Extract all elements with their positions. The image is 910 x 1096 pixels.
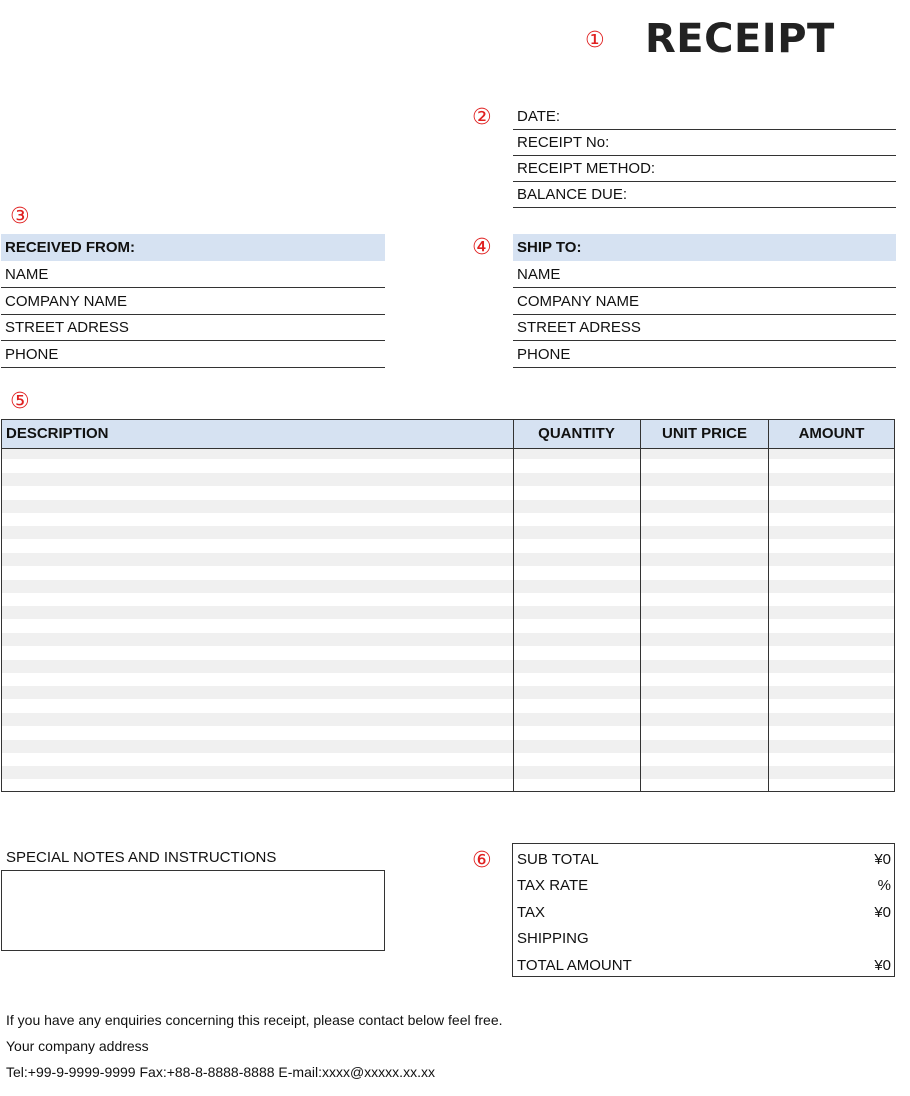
ship-to-street[interactable]: STREET ADRESS [513, 314, 896, 341]
receipt-no-field[interactable]: RECEIPT No: [513, 130, 896, 156]
tax-row [513, 900, 894, 926]
totals-box [512, 843, 895, 977]
tax-rate-row [513, 873, 894, 899]
table-row-stripe [2, 633, 894, 646]
received-from-heading: RECEIVED FROM: [1, 234, 385, 261]
table-row-stripe [2, 740, 894, 753]
column-divider [640, 420, 641, 791]
column-divider [513, 420, 514, 791]
table-row-stripe [2, 526, 894, 539]
table-row-stripe [2, 553, 894, 566]
receipt-method-field[interactable]: RECEIPT METHOD: [513, 156, 896, 182]
ship-to-phone[interactable]: PHONE [513, 341, 896, 368]
sub-total-value[interactable]: ¥0 [874, 851, 891, 868]
footer-enquiries: If you have any enquiries concerning this receipt, please contact below feel free. [6, 1012, 503, 1028]
column-header-quantity: QUANTITY [538, 425, 615, 442]
total-amount-row [513, 953, 894, 979]
tax-rate-value[interactable]: % [877, 877, 891, 895]
table-row-stripe [2, 660, 894, 673]
shipping-label: SHIPPING [517, 930, 589, 948]
total-amount-label: TOTAL AMOUNT [517, 956, 632, 974]
notes-label: SPECIAL NOTES AND INSTRUCTIONS [6, 849, 277, 866]
ship-to-name[interactable]: NAME [513, 261, 896, 288]
table-header [2, 420, 894, 449]
tax-value[interactable]: ¥0 [874, 903, 891, 921]
table-row-stripe [2, 580, 894, 593]
table-row-stripe [2, 686, 894, 699]
marker-3: ③ [10, 203, 30, 228]
received-from-phone[interactable]: PHONE [1, 341, 385, 368]
date-field[interactable]: DATE: [513, 104, 896, 130]
column-header-description: DESCRIPTION [6, 425, 109, 442]
footer-address: Your company address [6, 1038, 149, 1054]
table-row-stripe [2, 606, 894, 619]
marker-5: ⑤ [10, 388, 30, 413]
balance-due-field[interactable]: BALANCE DUE: [513, 182, 896, 208]
received-from-company[interactable]: COMPANY NAME [1, 288, 385, 315]
column-header-unit-price: UNIT PRICE [661, 425, 747, 442]
table-row-stripe [2, 473, 894, 486]
sub-total-row [513, 847, 894, 873]
shipping-row [513, 926, 894, 952]
total-amount-value[interactable]: ¥0 [874, 956, 891, 974]
marker-4: ④ [472, 234, 492, 259]
ship-to-heading: SHIP TO: [513, 234, 896, 261]
table-row-stripe [2, 713, 894, 726]
table-row-stripe [2, 766, 894, 779]
notes-textarea[interactable] [1, 870, 385, 951]
tax-rate-label: TAX RATE [517, 877, 589, 895]
marker-2: ② [472, 104, 492, 129]
column-divider [768, 420, 769, 791]
tax-label: TAX [517, 903, 546, 921]
received-from-street[interactable]: STREET ADRESS [1, 314, 385, 341]
marker-6: ⑥ [472, 847, 492, 872]
ship-to-company[interactable]: COMPANY NAME [513, 288, 896, 315]
footer-contact: Tel:+99-9-9999-9999 Fax:+88-8-8888-8888 E-mail:xxxx@xxxxx.xx.xx [6, 1064, 435, 1080]
sub-total-label: SUB TOTAL [517, 851, 599, 868]
table-row-stripe [2, 500, 894, 513]
items-table [1, 419, 895, 792]
column-header-amount: AMOUNT [798, 425, 865, 442]
received-from-name[interactable]: NAME [1, 261, 385, 288]
marker-1: ① [585, 27, 605, 52]
receipt-title: RECEIPT [645, 16, 835, 62]
